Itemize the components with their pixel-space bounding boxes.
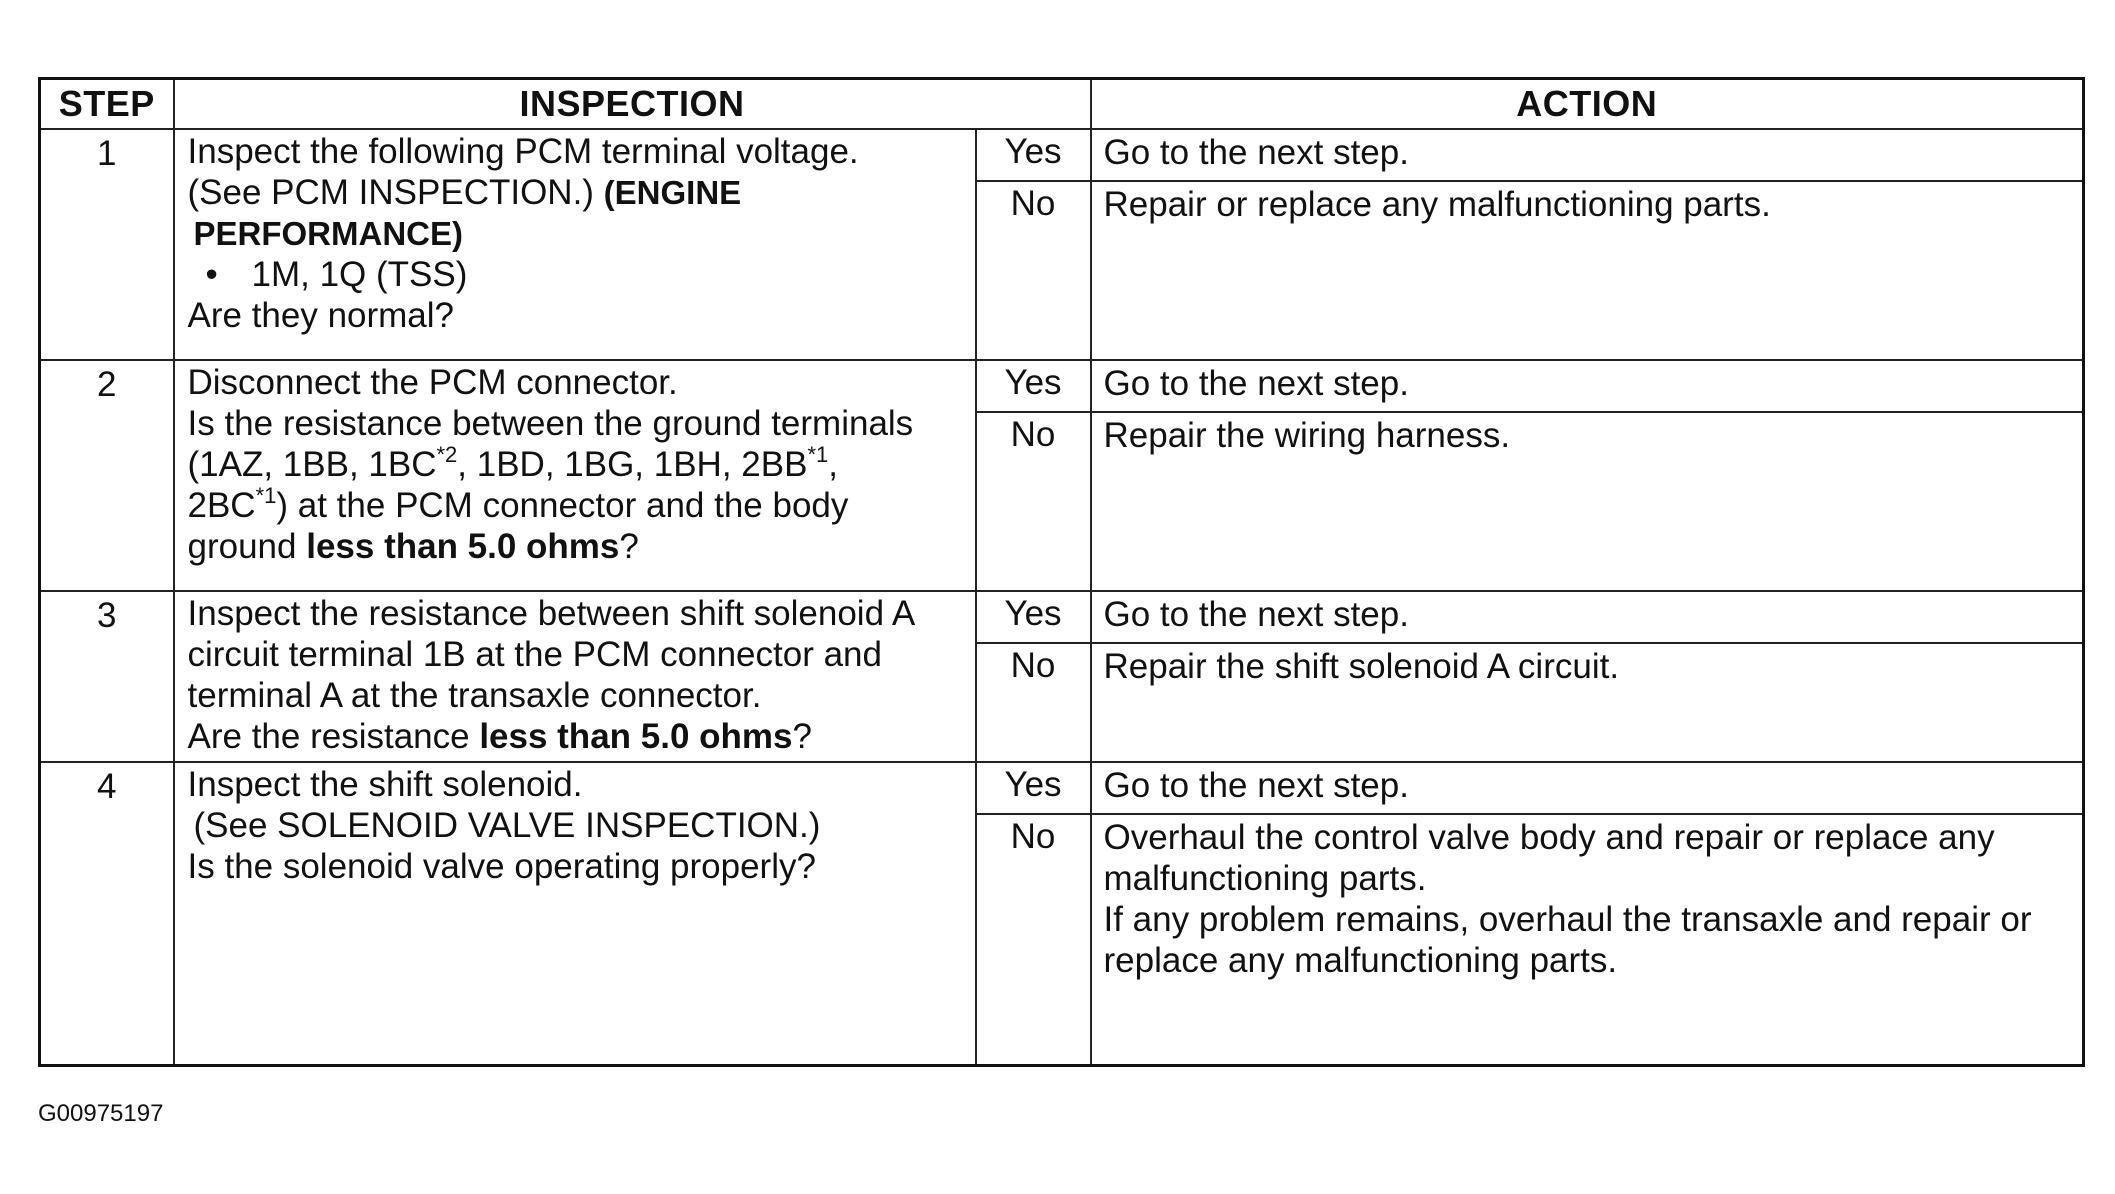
inspection-text: ) at the PCM connector and the body	[276, 486, 849, 525]
no-label: No	[976, 643, 1091, 762]
footnote-mark: *2	[436, 442, 458, 467]
yes-action: Go to the next step.	[1091, 762, 2084, 814]
table-row	[40, 762, 2084, 814]
yes-action: Go to the next step.	[1091, 129, 2084, 181]
inspection-text: Are the resistance	[187, 717, 480, 756]
yes-label: Yes	[976, 591, 1091, 643]
inspection-line	[188, 444, 965, 485]
bullet-mark: •	[205, 255, 218, 294]
inspection-bullet	[188, 254, 965, 295]
table-row	[40, 591, 2084, 643]
inspection-line: Inspect the resistance between shift solenoid A	[187, 594, 916, 633]
yes-label: Yes	[976, 129, 1091, 181]
inspection-bold-text: less than 5.0 ohms	[479, 717, 793, 756]
no-label: No	[976, 814, 1091, 1066]
inspection-text: (See PCM INSPECTION.)	[187, 173, 604, 212]
bullet-text: 1M, 1Q (TSS)	[251, 255, 468, 294]
inspection-text: ,	[828, 445, 838, 484]
inspection-cell	[174, 762, 976, 1066]
header-inspection: INSPECTION	[174, 79, 1091, 130]
action-line: Overhaul the control valve body and repair or replace any	[1103, 818, 1995, 857]
no-label: No	[976, 412, 1091, 591]
header-step: STEP	[40, 79, 174, 130]
inspection-text: ?	[619, 527, 639, 566]
inspection-line: (See SOLENOID VALVE INSPECTION.)	[193, 806, 821, 845]
action-line: replace any malfunctioning parts.	[1103, 941, 1618, 980]
yes-label: Yes	[976, 360, 1091, 412]
inspection-line: Are they normal?	[187, 296, 455, 335]
inspection-bold-text: less than 5.0 ohms	[306, 527, 620, 566]
inspection-line	[188, 526, 965, 567]
inspection-cell	[174, 360, 976, 591]
inspection-line: Inspect the shift solenoid.	[187, 765, 583, 804]
inspection-bold-line: PERFORMANCE)	[193, 215, 463, 252]
inspection-line: Is the resistance between the ground terminals	[187, 404, 914, 443]
step-number: 2	[40, 360, 174, 591]
header-action: ACTION	[1091, 79, 2084, 130]
footnote-mark: *1	[807, 442, 829, 467]
inspection-text: (1AZ, 1BB, 1BC	[187, 445, 437, 484]
table-header-row	[40, 79, 2084, 130]
yes-action: Go to the next step.	[1091, 360, 2084, 412]
inspection-bold-text: (ENGINE	[603, 174, 742, 211]
action-line: malfunctioning parts.	[1103, 859, 1427, 898]
footnote-mark: *1	[255, 483, 277, 508]
no-label: No	[976, 181, 1091, 360]
inspection-line: Disconnect the PCM connector.	[187, 363, 678, 402]
step-number: 3	[40, 591, 174, 762]
inspection-line: Is the solenoid valve operating properly?	[187, 847, 816, 886]
table-row	[40, 129, 2084, 181]
inspection-text: ground	[187, 527, 307, 566]
inspection-cell	[174, 591, 976, 762]
no-action	[1091, 814, 2084, 1066]
diagnostic-table	[38, 77, 2085, 1067]
step-number: 4	[40, 762, 174, 1066]
inspection-text: , 1BD, 1BG, 1BH, 2BB	[457, 445, 808, 484]
inspection-cell	[174, 129, 976, 360]
inspection-line: terminal A at the transaxle connector.	[187, 676, 762, 715]
table-row	[40, 360, 2084, 412]
no-action: Repair or replace any malfunctioning parts.	[1091, 181, 2084, 360]
diagnostic-table-container	[38, 77, 2082, 1067]
yes-label: Yes	[976, 762, 1091, 814]
inspection-line	[188, 716, 965, 757]
inspection-text: 2BC	[187, 486, 256, 525]
inspection-text: ?	[792, 717, 812, 756]
yes-action: Go to the next step.	[1091, 591, 2084, 643]
figure-id: G00975197	[38, 1100, 164, 1127]
no-action: Repair the wiring harness.	[1091, 412, 2084, 591]
no-action: Repair the shift solenoid A circuit.	[1091, 643, 2084, 762]
step-number: 1	[40, 129, 174, 360]
action-line: If any problem remains, overhaul the transaxle and repair or	[1103, 900, 2032, 939]
inspection-line	[188, 485, 965, 526]
inspection-line: circuit terminal 1B at the PCM connector and	[187, 635, 882, 674]
inspection-line	[188, 172, 965, 213]
inspection-line: Inspect the following PCM terminal voltage.	[187, 132, 859, 171]
